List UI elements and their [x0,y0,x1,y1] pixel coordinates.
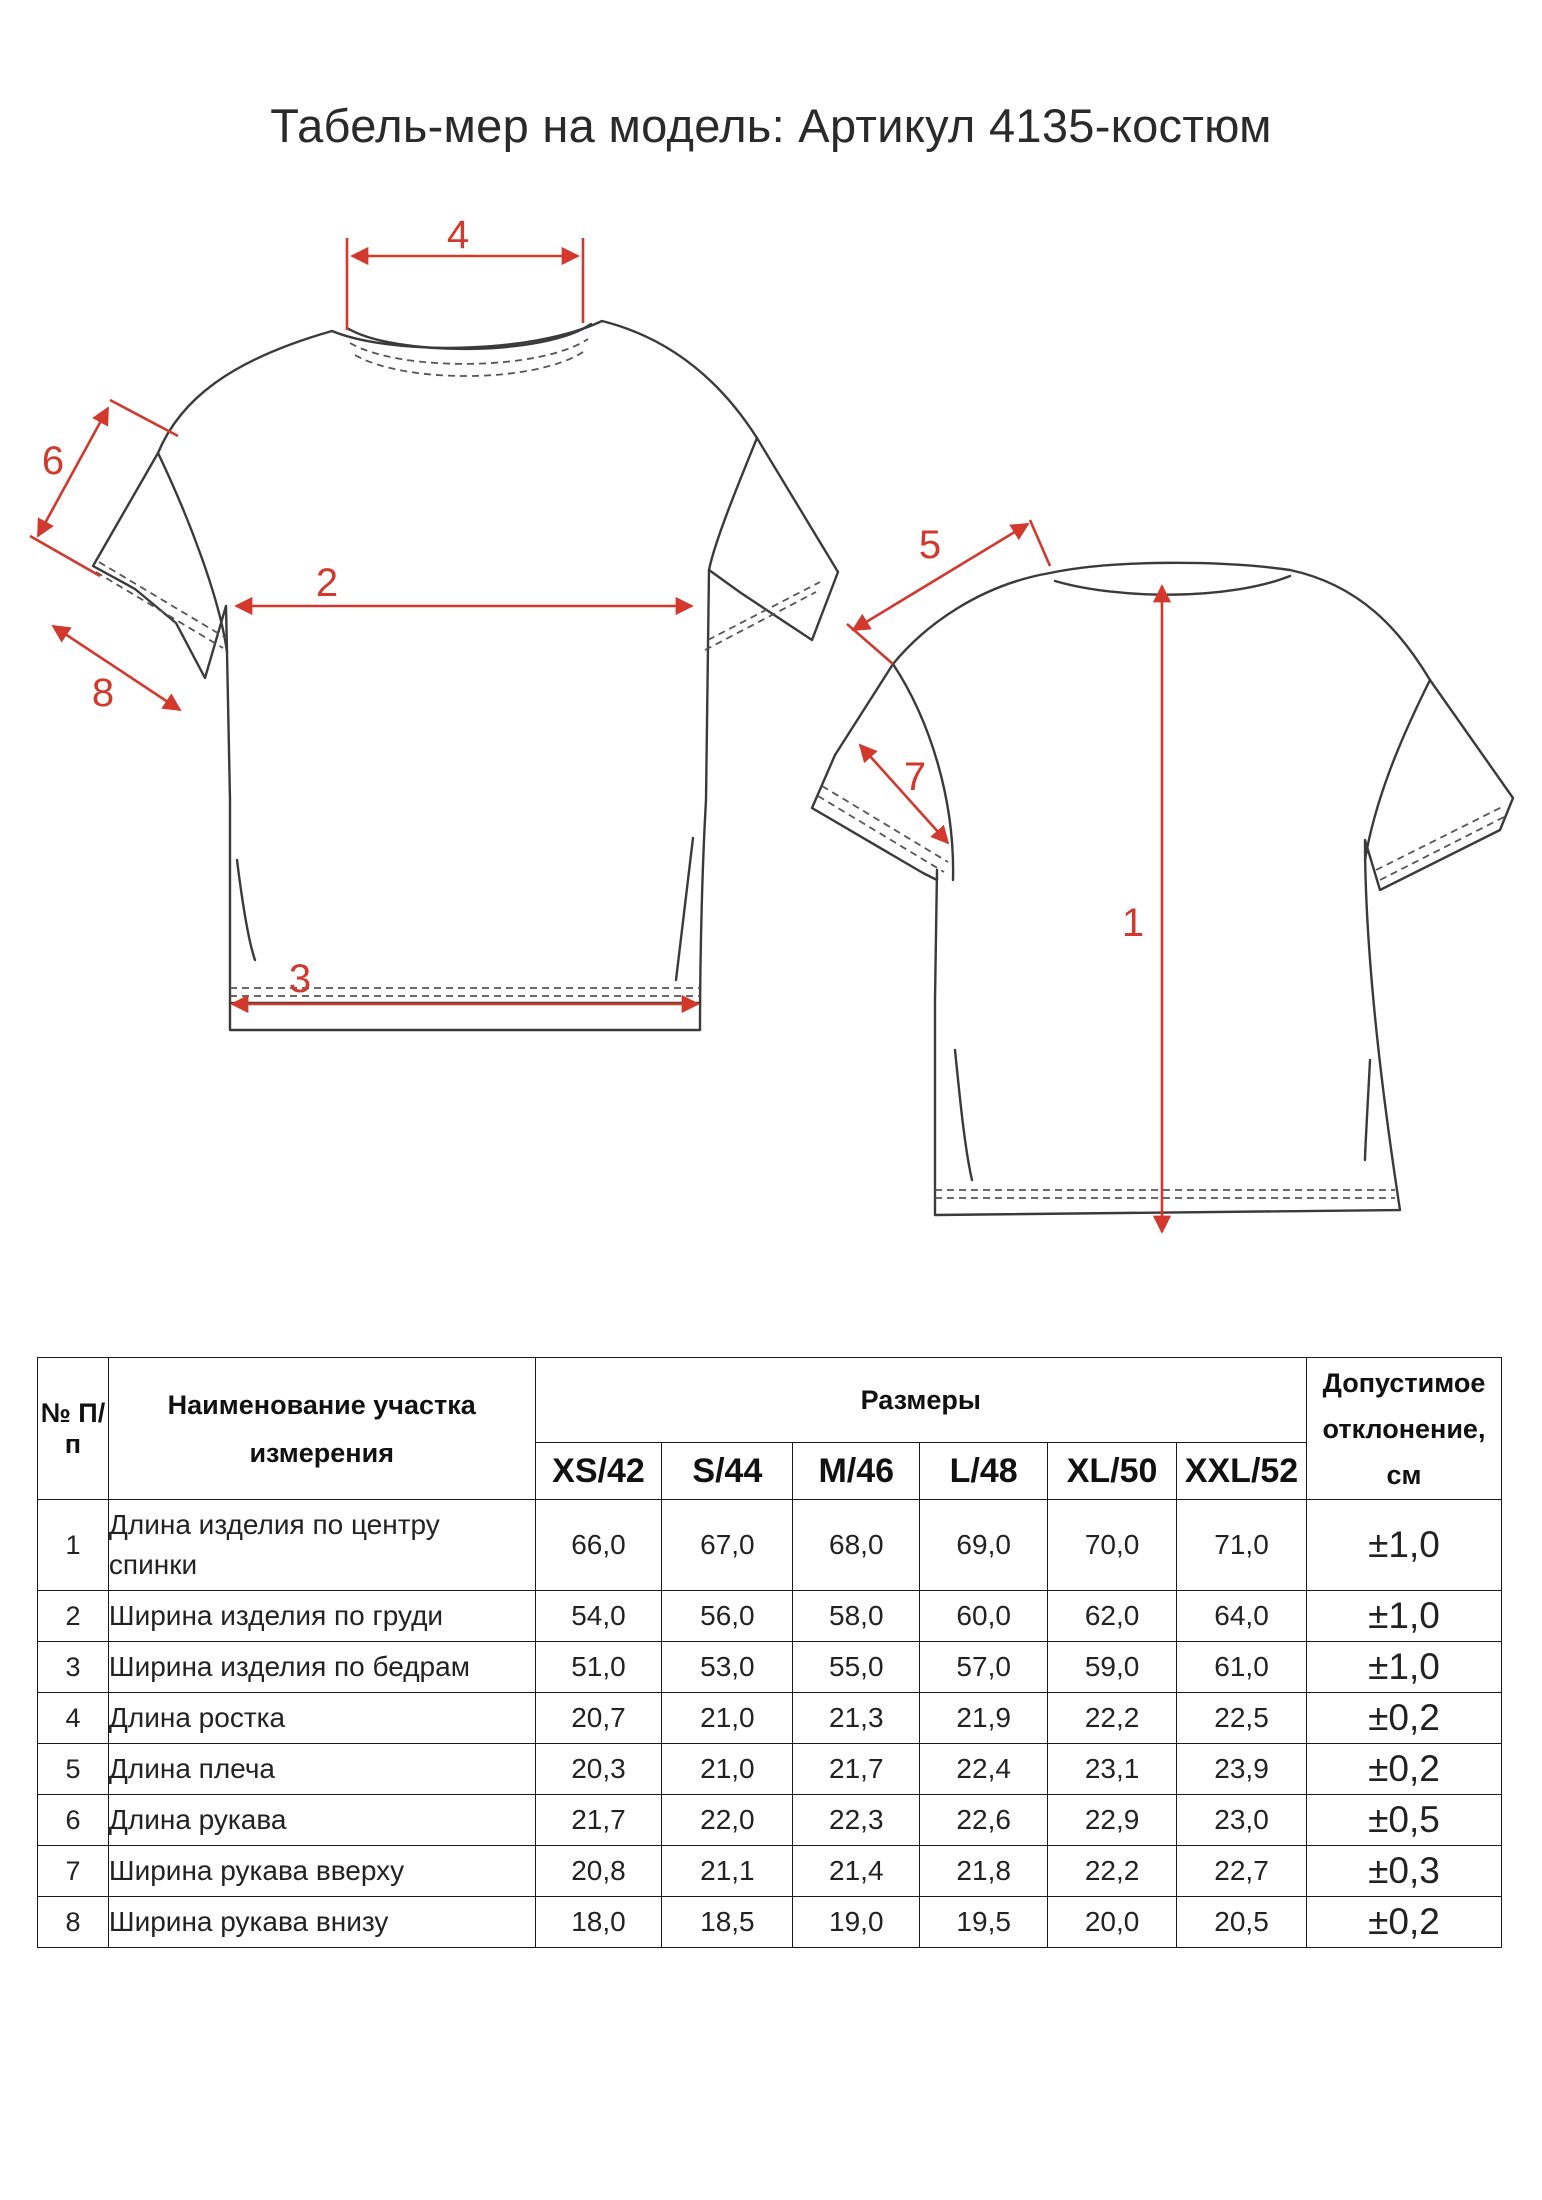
row-value: 53,0 [662,1642,793,1693]
row-value: 21,4 [793,1846,920,1897]
measurement-lines [30,238,1162,1232]
row-value: 21,9 [920,1693,1048,1744]
row-value: 22,4 [920,1744,1048,1795]
label-8: 8 [91,671,115,715]
row-value: 23,1 [1048,1744,1177,1795]
header-num: № П/п [38,1358,109,1500]
size-m: M/46 [793,1443,920,1500]
size-s: S/44 [662,1443,793,1500]
row-name: Ширина изделия по груди [108,1591,535,1642]
row-value: 58,0 [793,1591,920,1642]
row-value: 19,5 [920,1897,1048,1948]
label-3: 3 [288,957,312,1001]
row-value: 57,0 [920,1642,1048,1693]
row-tolerance: ±0,2 [1307,1693,1502,1744]
table-row [38,1693,1502,1744]
row-value: 22,0 [662,1795,793,1846]
row-value: 22,9 [1048,1795,1177,1846]
row-number: 6 [38,1795,109,1846]
row-tolerance: ±0,3 [1307,1846,1502,1897]
row-value: 64,0 [1177,1591,1307,1642]
row-value: 21,0 [662,1693,793,1744]
header-name: Наименование участка измерения [108,1358,535,1500]
table-row [38,1846,1502,1897]
row-number: 5 [38,1744,109,1795]
row-number: 8 [38,1897,109,1948]
row-value: 20,0 [1048,1897,1177,1948]
row-name: Длина изделия по центру спинки [108,1500,535,1591]
measurement-table [37,1357,1502,1948]
row-value: 22,7 [1177,1846,1307,1897]
table-row [38,1500,1502,1591]
row-value: 22,2 [1048,1693,1177,1744]
row-name: Ширина рукава вверху [108,1846,535,1897]
row-value: 20,7 [535,1693,662,1744]
size-l: L/48 [920,1443,1048,1500]
size-xs: XS/42 [535,1443,662,1500]
row-value: 19,0 [793,1897,920,1948]
row-value: 59,0 [1048,1642,1177,1693]
table-row [38,1795,1502,1846]
row-value: 22,5 [1177,1693,1307,1744]
row-tolerance: ±1,0 [1307,1500,1502,1591]
row-value: 21,7 [793,1744,920,1795]
label-1: 1 [1121,901,1145,945]
row-value: 55,0 [793,1642,920,1693]
row-name: Длина плеча [108,1744,535,1795]
row-value: 22,6 [920,1795,1048,1846]
front-view [93,321,838,1030]
row-value: 68,0 [793,1500,920,1591]
label-6: 6 [41,439,65,483]
row-name: Ширина изделия по бедрам [108,1642,535,1693]
row-name: Длина ростка [108,1693,535,1744]
row-value: 60,0 [920,1591,1048,1642]
row-tolerance: ±1,0 [1307,1642,1502,1693]
row-value: 56,0 [662,1591,793,1642]
row-value: 20,8 [535,1846,662,1897]
row-value: 62,0 [1048,1591,1177,1642]
label-7: 7 [903,755,927,799]
row-tolerance: ±0,5 [1307,1795,1502,1846]
row-value: 67,0 [662,1500,793,1591]
row-value: 18,5 [662,1897,793,1948]
row-value: 20,5 [1177,1897,1307,1948]
row-value: 22,3 [793,1795,920,1846]
row-number: 1 [38,1500,109,1591]
row-value: 21,3 [793,1693,920,1744]
row-number: 7 [38,1846,109,1897]
row-value: 20,3 [535,1744,662,1795]
row-tolerance: ±0,2 [1307,1897,1502,1948]
row-value: 69,0 [920,1500,1048,1591]
table-row [38,1591,1502,1642]
table-body [38,1500,1502,1948]
row-value: 54,0 [535,1591,662,1642]
row-number: 4 [38,1693,109,1744]
row-value: 22,2 [1048,1846,1177,1897]
size-xxl: XXL/52 [1177,1443,1307,1500]
label-5: 5 [918,523,942,567]
table-row [38,1744,1502,1795]
row-value: 51,0 [535,1642,662,1693]
row-value: 21,7 [535,1795,662,1846]
size-xl: XL/50 [1048,1443,1177,1500]
row-value: 71,0 [1177,1500,1307,1591]
row-value: 66,0 [535,1500,662,1591]
row-value: 18,0 [535,1897,662,1948]
header-tolerance: Допустимое отклонение, см [1307,1358,1502,1500]
row-value: 61,0 [1177,1642,1307,1693]
header-sizes: Размеры [535,1358,1307,1443]
label-2: 2 [315,561,339,605]
row-value: 23,0 [1177,1795,1307,1846]
row-name: Длина рукава [108,1795,535,1846]
row-number: 3 [38,1642,109,1693]
row-value: 70,0 [1048,1500,1177,1591]
page-title: Табель-мер на модель: Артикул 4135-костюм [270,99,1272,152]
row-tolerance: ±0,2 [1307,1744,1502,1795]
row-tolerance: ±1,0 [1307,1591,1502,1642]
row-number: 2 [38,1591,109,1642]
label-4: 4 [446,213,470,257]
row-value: 21,1 [662,1846,793,1897]
row-value: 21,8 [920,1846,1048,1897]
row-value: 21,0 [662,1744,793,1795]
row-name: Ширина рукава внизу [108,1897,535,1948]
table-row [38,1642,1502,1693]
table-row [38,1897,1502,1948]
row-value: 23,9 [1177,1744,1307,1795]
